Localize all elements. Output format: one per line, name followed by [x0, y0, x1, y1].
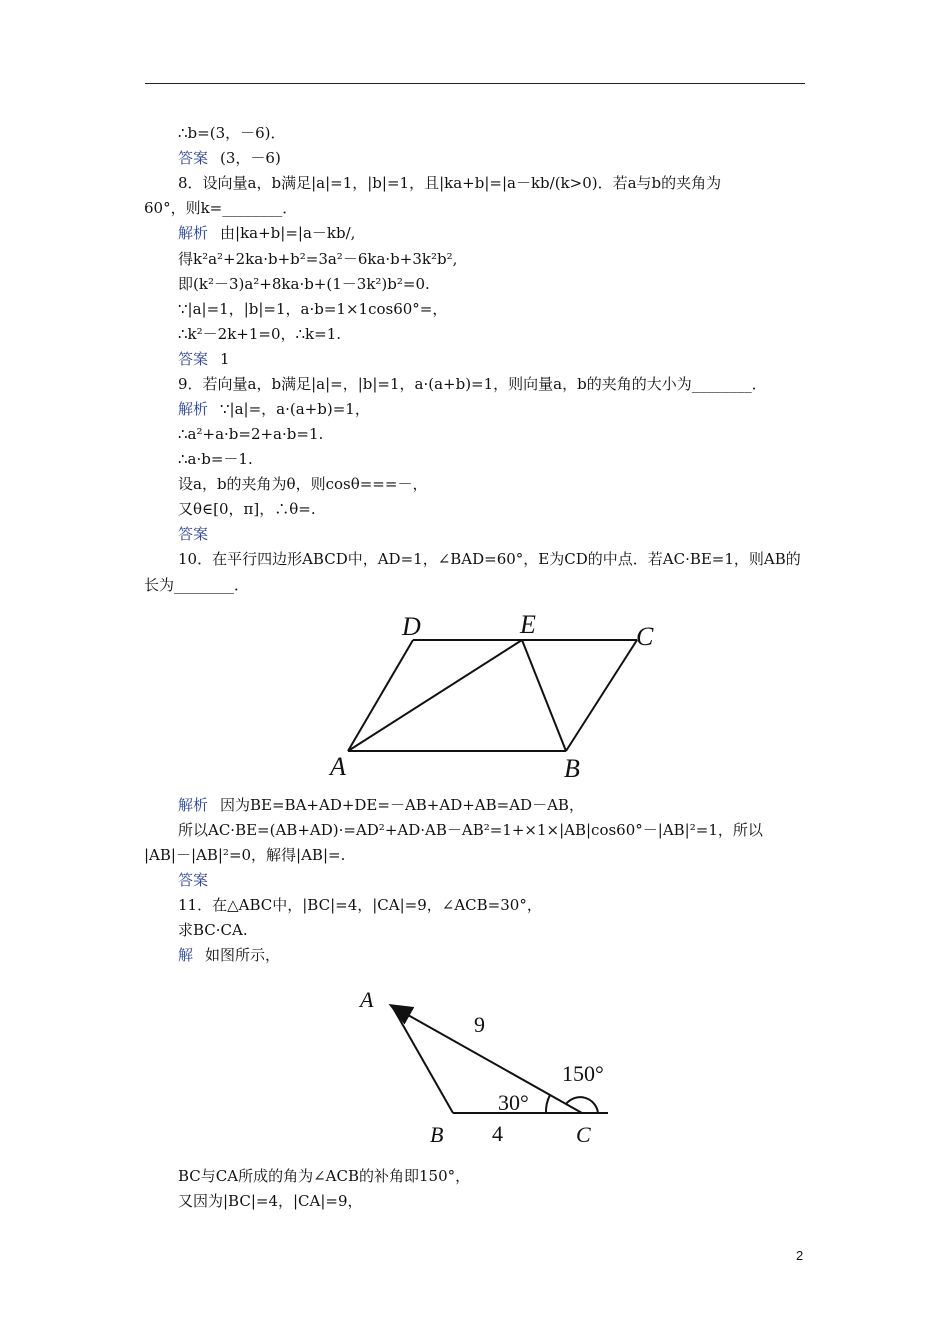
analysis-line: 解析 由|ka+b|=|a－kb/,	[178, 224, 356, 242]
solution-label: 解	[178, 946, 194, 964]
triangle-figure	[350, 980, 620, 1150]
label-d: D	[402, 612, 421, 641]
text-line: 设a，b的夹角为θ，则cosθ===－，	[178, 475, 428, 493]
length-bc: 4	[492, 1121, 503, 1146]
problem-10: 10．在平行四边形ABCD中，AD=1，∠BAD=60°，E为CD的中点．若AC·BE=1，则AB的	[178, 550, 801, 568]
analysis-label: 解析	[178, 796, 209, 814]
text-line: ∵|a|=1，|b|=1，a·b=1×1cos60°=，	[178, 300, 448, 318]
text-line: ∴a²+a·b=2+a·b=1.	[178, 425, 324, 443]
text-line: 即(k²－3)a²+8ka·b+(1－3k²)b²=0.	[178, 275, 430, 293]
text-line: 又因为|BC|=4，|CA|=9，	[178, 1192, 363, 1210]
parallelogram-figure	[320, 605, 670, 790]
text-line: ∴b=(3，－6)．	[178, 124, 286, 142]
text-line: 得k²a²+2ka·b+b²=3a²－6ka·b+3k²b²,	[178, 250, 458, 268]
answer-line	[178, 870, 220, 890]
edge-ad	[348, 640, 413, 751]
length-ca: 9	[474, 1012, 485, 1037]
label-a: A	[330, 752, 346, 781]
label-b: B	[430, 1122, 444, 1147]
angle-150-arc	[566, 1097, 598, 1113]
problem-11: 11．在△ABC中，|BC|=4，|CA|=9，∠ACB=30°，	[178, 896, 542, 914]
vector-ca	[392, 1006, 582, 1113]
segment-be	[522, 640, 566, 751]
angle-150-label: 150°	[562, 1061, 604, 1086]
analysis-label: 解析	[178, 400, 209, 418]
answer-label: 答案	[178, 871, 209, 889]
solution-line: 解 如图所示，	[178, 946, 281, 964]
text-line: ∴a·b=－1.	[178, 450, 253, 468]
label-a: A	[360, 987, 374, 1012]
label-c: C	[636, 622, 654, 651]
answer-label: 答案	[178, 350, 209, 368]
label-b: B	[564, 754, 580, 783]
text-line: BC与CA所成的角为∠ACB的补角即150°，	[178, 1167, 471, 1185]
label-c: C	[576, 1122, 591, 1147]
header-rule	[145, 83, 805, 84]
text-line: 60°，则k=________．	[144, 199, 298, 217]
angle-30-arc	[546, 1095, 550, 1113]
analysis-line: 解析 因为BE=BA+AD+DE=－AB+AD+AB=AD－AB，	[178, 796, 584, 814]
analysis-line: 解析 ∵|a|=，a·(a+b)=1，	[178, 400, 370, 418]
label-e: E	[520, 610, 536, 639]
angle-30-label: 30°	[498, 1090, 529, 1115]
page-number: 2	[796, 1248, 804, 1263]
analysis-label: 解析	[178, 224, 209, 242]
text-line: 所以AC·BE=(AB+AD)·=AD²+AD·AB－AB²=1+×1×|AB|cos60°－|AB|²=1，所以	[178, 821, 763, 839]
problem-9: 9．若向量a，b满足|a|=，|b|=1，a·(a+b)=1，则向量a，b的夹角的大小为________．	[178, 375, 767, 393]
answer-label: 答案	[178, 525, 209, 543]
text-line: |AB|－|AB|²=0，解得|AB|=.	[144, 846, 346, 864]
answer-line: 答案 (3，－6)	[178, 149, 281, 167]
answer-line	[178, 524, 220, 544]
text-line: 长为________．	[144, 576, 250, 594]
edge-bc	[566, 640, 637, 751]
text-line: ∴k²－2k+1=0，∴k=1.	[178, 325, 342, 343]
segment-ae	[348, 640, 522, 751]
text-line: 求BC·CA.	[178, 921, 248, 939]
text-line: 又θ∈[0，π]，∴θ=.	[178, 500, 316, 518]
problem-8: 8．设向量a，b满足|a|=1，|b|=1，且|ka+b|=|a－kb/(k>0)．若a与b的夹角为	[178, 174, 722, 192]
answer-line: 答案 1	[178, 350, 230, 368]
answer-label: 答案	[178, 149, 209, 167]
